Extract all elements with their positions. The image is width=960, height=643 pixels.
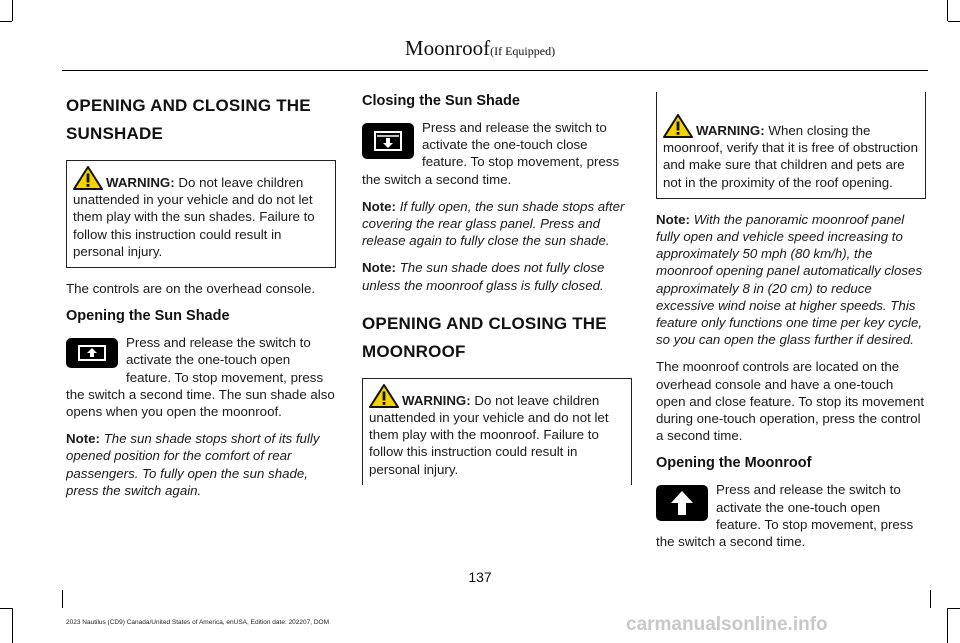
warning-triangle-icon (73, 166, 103, 190)
warning-text: Do not leave children unattended in your vehicle and do not let them play with the sun shades. Failure to follow this instruction could result in personal injury. (73, 175, 315, 259)
heading-line: OPENING AND CLOSING THE (66, 96, 311, 115)
header-title: Moonroof (404, 36, 491, 60)
note-text: With the panoramic moonroof panel fully open and vehicle speed increasing to approximately 50 mph (80 km/h), the moonroof opening panel automatically closes approximately 8 in (20 cm) to reduce excessive wind noise at higher speeds. This feature only functions one time per key cycle, so you can open the glass further if desired. (656, 211, 923, 348)
left-column (66, 92, 336, 509)
page-header (0, 36, 960, 61)
control-instruction (362, 119, 632, 188)
sunshade-open-icon (66, 338, 118, 368)
crop-mark (0, 21, 12, 22)
warning-label: WARNING: (402, 392, 471, 408)
heading-line: SUNSHADE (66, 124, 164, 143)
warning-triangle-icon (663, 114, 693, 138)
crop-mark (947, 608, 948, 643)
crop-mark (12, 0, 13, 21)
note-text: The sun shade does not fully close unless the moonroof glass is fully closed. (362, 260, 605, 293)
warning-triangle-icon (369, 384, 399, 408)
sunshade-close-icon (362, 123, 414, 159)
crop-mark (930, 590, 931, 608)
note-label: Note: (656, 211, 690, 227)
instruction-text: Press and release the switch to activate the one-touch close feature. To stop movement, press the switch a second time. (362, 120, 620, 187)
section-heading-sunshade (66, 92, 336, 148)
page-number: 137 (468, 569, 492, 585)
warning-box (656, 92, 926, 199)
note (66, 430, 336, 499)
paragraph: The controls are on the overhead console. (66, 281, 316, 297)
middle-column (362, 92, 632, 497)
header-divider (62, 70, 928, 71)
note-text: If fully open, the sun shade stops after covering the rear glass panel. Press and release again to fully close the sun shade. (362, 198, 625, 249)
note (362, 198, 632, 250)
section-heading-moonroof (362, 310, 632, 366)
crop-mark (62, 590, 63, 608)
crop-mark (0, 608, 12, 609)
control-instruction (66, 334, 336, 420)
note (362, 259, 632, 293)
subheading-opening-moonroof: Opening the Moonroof (656, 455, 812, 472)
crop-mark (12, 608, 13, 643)
note-label: Note: (362, 260, 396, 276)
instruction-text: Press and release the switch to activate the one-touch open feature. To stop movement, press the switch a second time. (656, 482, 914, 550)
warning-box (362, 378, 632, 485)
warning-box (66, 160, 336, 268)
note-label: Note: (362, 198, 396, 214)
note-text: The sun shade stops short of its fully opened position for the comfort of rear passengers. To fully open the sun shade, press the switch again. (66, 431, 320, 498)
warning-text: When closing the moonroof, verify that it is free of obstruction and make sure that children and pets are not in the proximity of the roof opening. (663, 123, 918, 190)
note (656, 211, 926, 349)
paragraph: The moonroof controls are located on the overhead console and have a one-touch open and close feature. To stop its movement during one-touch operation, press the control a second time. (656, 359, 925, 444)
instruction-text: Press and release the switch to activate the one-touch open feature. To stop movement, press the switch a second time. The sun shade also opens when you open the moonroof. (66, 335, 335, 420)
warning-text: Do not leave children unattended in your vehicle and do not let them play with the moonroof. Failure to follow this instruction could result in personal injury. (369, 392, 609, 477)
warning-label: WARNING: (696, 123, 765, 138)
crop-mark (947, 0, 948, 21)
subheading-closing-sun-shade: Closing the Sun Shade (362, 93, 520, 109)
control-instruction (656, 481, 926, 550)
crop-mark (948, 608, 960, 609)
right-column (656, 92, 926, 560)
watermark: carmanualsonline.info (626, 614, 828, 635)
header-title-suffix: (If Equipped) (490, 44, 556, 58)
heading-line: MOONROOF (362, 341, 466, 361)
crop-mark (948, 21, 960, 22)
footer-edition-info: 2023 Nautilus (CD9) Canada/United States of America, enUSA, Edition date: 202207, DOM (66, 619, 330, 626)
warning-label: WARNING: (106, 175, 175, 190)
note-label: Note: (66, 431, 100, 447)
subheading-opening-sun-shade: Opening the Sun Shade (66, 308, 230, 325)
heading-line: OPENING AND CLOSING THE (362, 313, 607, 333)
up-arrow-icon (656, 485, 708, 521)
